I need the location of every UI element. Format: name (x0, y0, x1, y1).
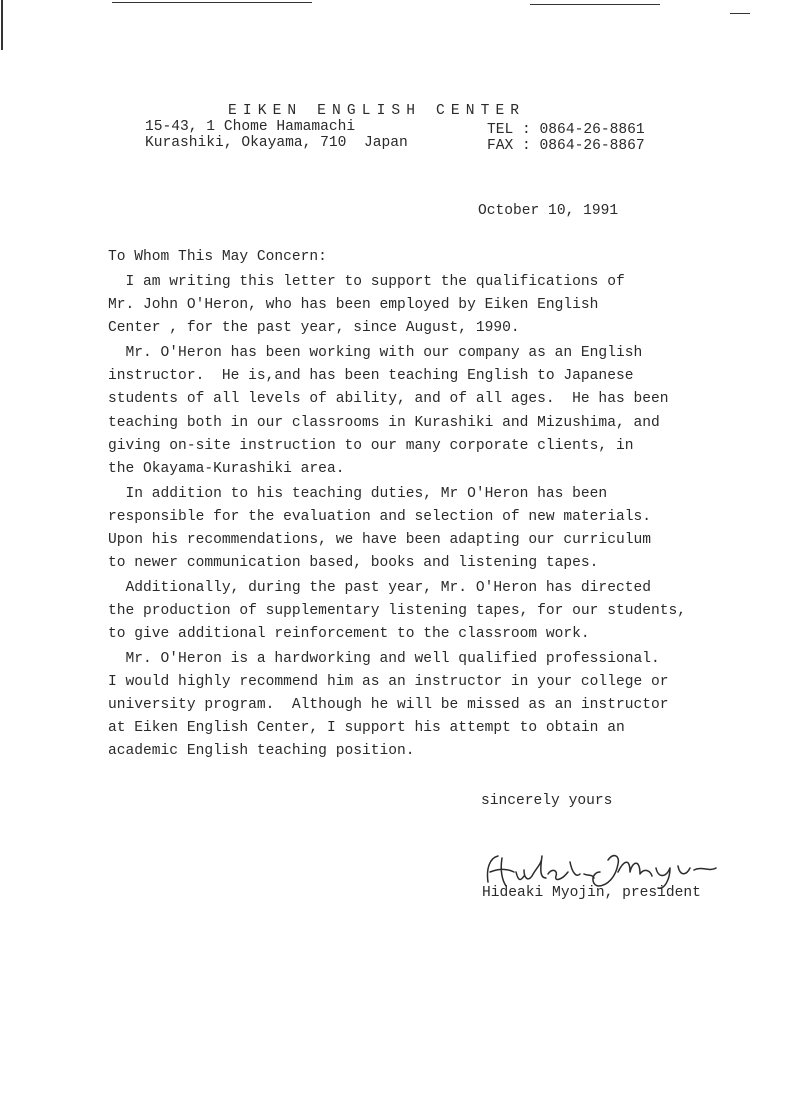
salutation: To Whom This May Concern: (108, 249, 327, 265)
body-line: academic English teaching position. (108, 743, 415, 759)
body-line: Mr. O'Heron is a hardworking and well qualified professional. (108, 651, 660, 667)
body-line: responsible for the evaluation and selection of new materials. (108, 509, 651, 525)
body-line: to give additional reinforcement to the classroom work. (108, 626, 590, 642)
signer-name-title: Hideaki Myojin, president (482, 885, 701, 901)
body-line: I would highly recommend him as an instructor in your college or (108, 674, 669, 690)
body-line: Center , for the past year, since August, 1990. (108, 320, 520, 336)
body-line: the Okayama-Kurashiki area. (108, 461, 345, 477)
body-line: giving on-site instruction to our many corporate clients, in (108, 438, 634, 454)
letter-date: October 10, 1991 (478, 203, 619, 219)
scan-artifact-top-rule (112, 2, 312, 3)
scan-artifact-left-edge (1, 0, 3, 50)
scan-artifact-top-rule (730, 13, 750, 14)
body-line: Additionally, during the past year, Mr. O'Heron has directed (108, 580, 651, 596)
body-line: I am writing this letter to support the qualifications of (108, 274, 625, 290)
closing: sincerely yours (481, 793, 613, 809)
telephone-number: TEL : 0864-26-8861 (487, 122, 645, 138)
body-line: at Eiken English Center, I support his attempt to obtain an (108, 720, 625, 736)
body-line: In addition to his teaching duties, Mr O'Heron has been (108, 486, 608, 502)
body-line: teaching both in our classrooms in Kurashiki and Mizushima, and (108, 415, 660, 431)
scan-artifact-top-rule (530, 4, 660, 5)
body-line: the production of supplementary listening tapes, for our students, (108, 603, 687, 619)
body-line: Mr. John O'Heron, who has been employed by Eiken English (108, 297, 599, 313)
body-line: university program. Although he will be missed as an instructor (108, 697, 669, 713)
address-line-2: Kurashiki, Okayama, 710 Japan (145, 135, 408, 151)
address-line-1: 15-43, 1 Chome Hamamachi (145, 119, 356, 135)
body-line: instructor. He is,and has been teaching English to Japanese (108, 368, 634, 384)
body-line: Mr. O'Heron has been working with our company as an English (108, 345, 643, 361)
body-line: students of all levels of ability, and of all ages. He has been (108, 391, 669, 407)
organization-name: EIKEN ENGLISH CENTER (228, 103, 526, 119)
body-line: Upon his recommendations, we have been adapting our curriculum (108, 532, 651, 548)
fax-number: FAX : 0864-26-8867 (487, 138, 645, 154)
body-line: to newer communication based, books and listening tapes. (108, 555, 599, 571)
